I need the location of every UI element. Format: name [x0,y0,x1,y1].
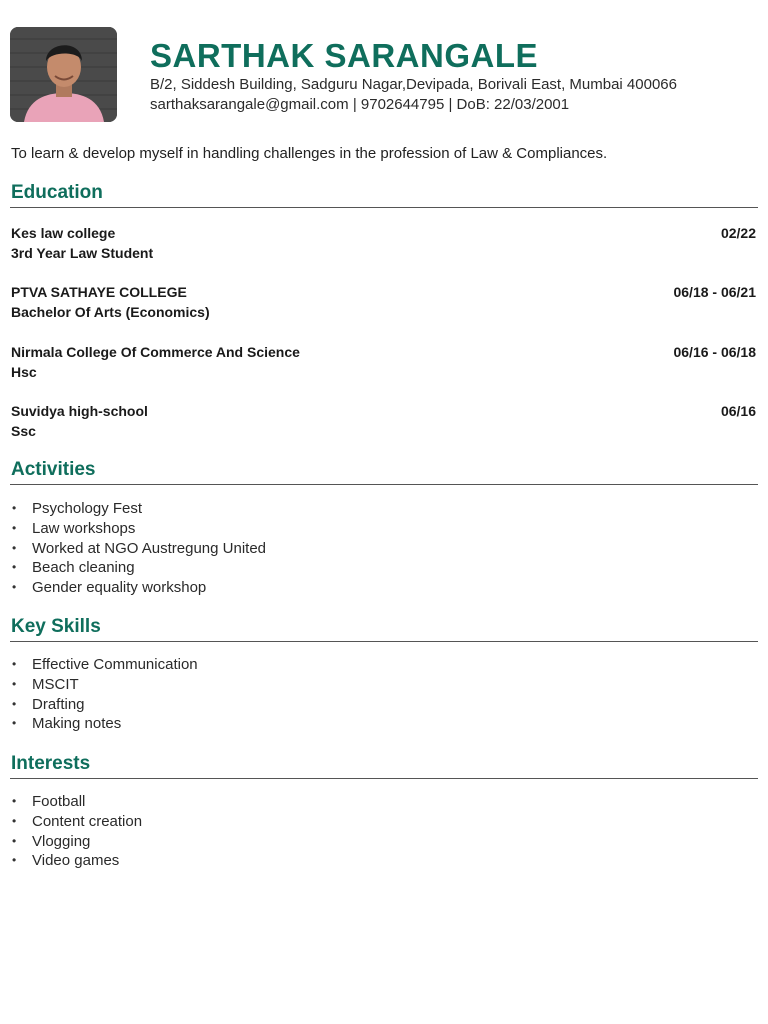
bullet-icon: • [12,540,17,555]
degree: Hsc [11,364,37,380]
list-item: • Video games [12,852,120,870]
bullet-icon: • [12,676,17,691]
bullet-icon: • [12,794,17,808]
bullet-icon: • [12,696,17,711]
bullet-icon: • [12,501,17,515]
institution-name: PTVA SATHAYE COLLEGE [11,284,187,300]
profile-photo [10,27,117,122]
interests-list [11,792,142,871]
education-date: 06/18 - 06/21 [673,284,756,300]
education-date: 06/16 [720,403,756,419]
bullet-icon: • [12,833,17,848]
list-item: • Law workshops [12,519,136,537]
list-item: • Psychology Fest [12,500,143,517]
section-divider [10,484,758,485]
education-entry [11,282,756,322]
activities-list [11,499,266,598]
interests-heading: Interests [11,753,91,774]
list-item: • MSCIT [12,675,79,693]
education-date: 02/22 [720,225,756,241]
candidate-name: SARTHAK SARANGALE [150,37,538,74]
list-item: • Making notes [12,715,122,733]
institution-name: Kes law college [11,225,116,241]
bullet-icon: • [12,813,17,828]
bullet-icon: • [12,520,17,535]
list-item: • Effective Communication [12,656,198,673]
bullet-icon: • [12,853,17,868]
degree: Bachelor Of Arts (Economics) [11,304,210,320]
section-divider [10,207,758,208]
bullet-icon: • [12,657,17,671]
activities-heading: Activities [11,459,96,480]
degree: Ssc [11,423,36,439]
bullet-icon: • [12,560,17,575]
contact-info: sarthaksarangale@gmail.com | 9702644795 | DoB: 22/03/2001 [150,96,570,113]
address: B/2, Siddesh Building, Sadguru Nagar,Devipada, Borivali East, Mumbai 400066 [150,76,677,93]
bullet-icon: • [12,716,17,731]
institution-name: Nirmala College Of Commerce And Science [11,344,300,360]
list-item: • Worked at NGO Austregung United [12,539,267,557]
objective-statement: To learn & develop myself in handling challenges in the profession of Law & Compliances. [11,145,608,162]
list-item: • Content creation [12,812,143,830]
list-item: • Beach cleaning [12,559,135,577]
list-item: • Drafting [12,695,85,713]
education-entry [11,342,756,382]
skills-heading: Key Skills [11,616,101,637]
section-divider [10,641,758,642]
education-date: 06/16 - 06/18 [673,344,756,360]
education-heading: Education [11,182,103,203]
skills-list [11,655,198,734]
degree: 3rd Year Law Student [11,245,154,261]
education-entry [11,401,756,441]
list-item: • Gender equality workshop [12,579,207,597]
institution-name: Suvidya high-school [11,403,148,419]
education-entry [11,223,756,263]
list-item: • Vlogging [12,832,91,850]
bullet-icon: • [12,580,17,595]
section-divider [10,778,758,779]
list-item: • Football [12,793,86,810]
